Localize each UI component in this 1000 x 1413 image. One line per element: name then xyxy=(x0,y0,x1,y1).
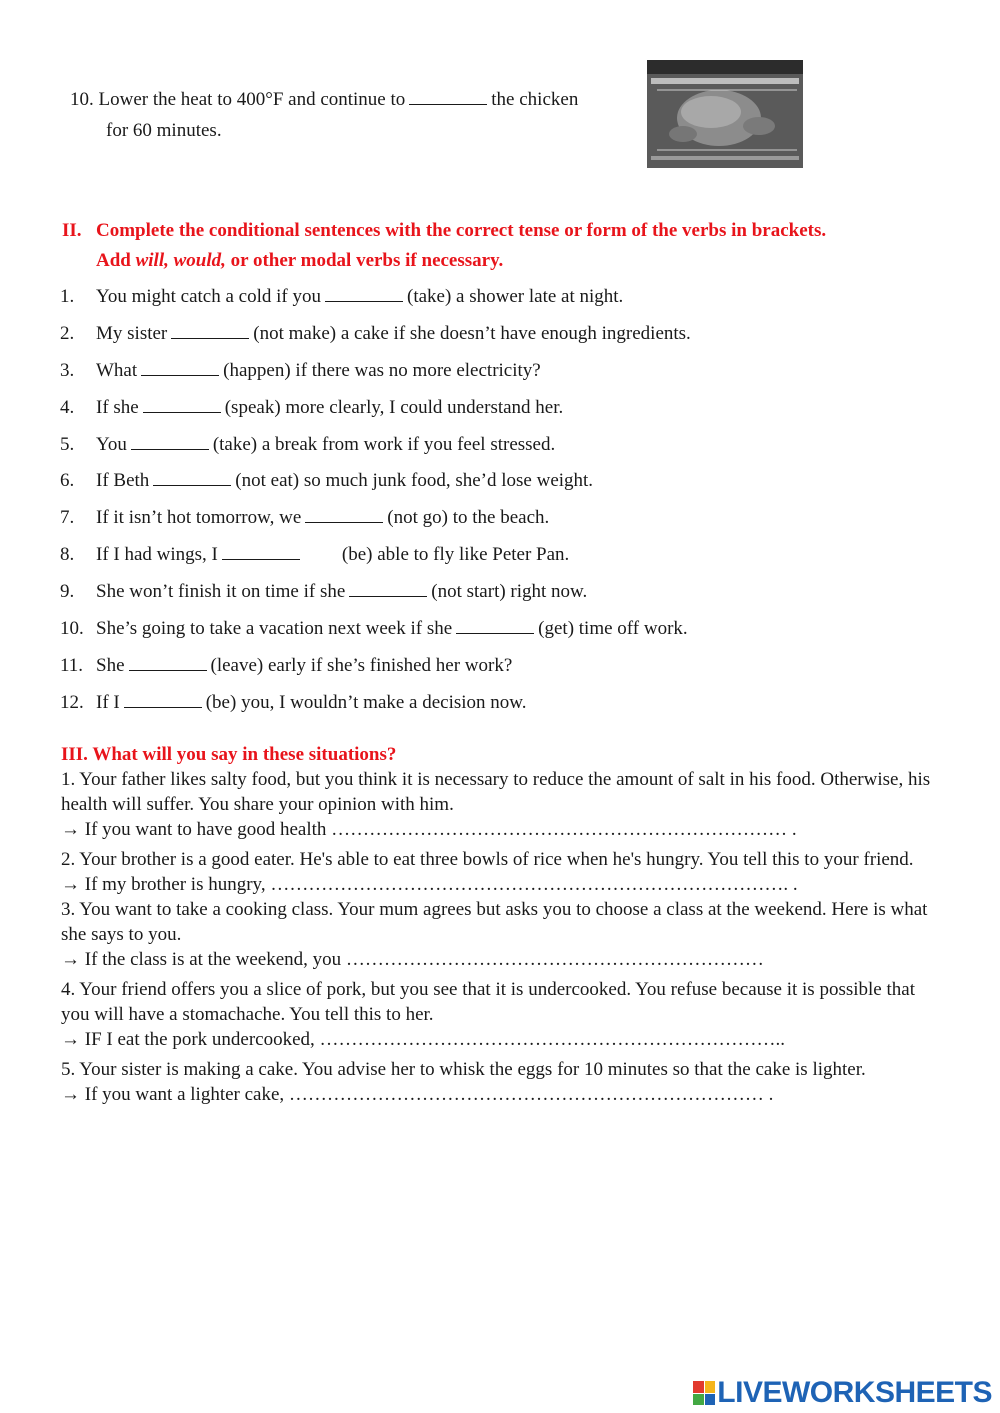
logo-mark-icon xyxy=(693,1381,715,1405)
item-number: 12. xyxy=(60,691,84,713)
top-item-text-after: the chicken xyxy=(491,89,579,110)
section2-numeral: II. xyxy=(62,220,82,241)
item-text-after: (not eat) so much junk food, she’d lose weight. xyxy=(235,470,594,492)
section2-title-modals: will, would, xyxy=(135,250,226,271)
item-text-before: She won’t finish it on time if she xyxy=(96,581,346,603)
answer-blank[interactable] xyxy=(222,543,300,560)
situation-item xyxy=(61,767,941,842)
section2-title-line1: Complete the conditional sentences with the correct tense or form of the verbs in brackets. xyxy=(96,220,827,241)
answer-line[interactable]: → IF I eat the pork undercooked, ……………………………………………………………….. xyxy=(61,1029,786,1050)
answer-blank[interactable] xyxy=(141,359,219,376)
list-item xyxy=(60,579,691,616)
answer-blank[interactable] xyxy=(131,433,209,450)
situation-text: 3. You want to take a cooking class. Your mum agrees but asks you to choose a class at the weekend. Here is what she says to you. xyxy=(61,899,928,945)
answer-blank[interactable] xyxy=(124,691,202,708)
list-item xyxy=(60,321,691,358)
answer-line[interactable]: → If my brother is hungry, ………………………………………………………………………. . xyxy=(61,874,798,895)
list-item xyxy=(60,653,691,690)
item-text-before: She xyxy=(96,654,125,676)
item-text-after: (speak) more clearly, I could understand her. xyxy=(224,396,564,418)
item-text-after: (not start) right now. xyxy=(431,581,588,603)
answer-blank[interactable] xyxy=(153,469,231,486)
situation-text: 2. Your brother is a good eater. He's able to eat three bowls of rice when he's hungry. You tell this to your friend. xyxy=(61,849,914,870)
answer-blank[interactable] xyxy=(349,580,427,597)
answer-line[interactable]: → If you want to have good health ……………………………………………………………… . xyxy=(61,819,797,840)
section2-list xyxy=(60,284,691,727)
answer-blank[interactable] xyxy=(143,396,221,413)
section3-list xyxy=(61,767,941,1107)
situation-item xyxy=(61,977,941,1052)
section2-heading xyxy=(62,218,826,244)
item-text-before: If it isn’t hot tomorrow, we xyxy=(96,507,302,529)
logo-square-red xyxy=(693,1381,704,1393)
answer-blank[interactable] xyxy=(171,322,249,339)
item-text-after: (happen) if there was no more electricity? xyxy=(223,359,541,381)
item-number: 6. xyxy=(60,470,75,492)
answer-line[interactable]: → If the class is at the weekend, you ………………………………………………………… xyxy=(61,949,764,970)
item-number: 8. xyxy=(60,544,75,566)
situation-item xyxy=(61,1057,941,1107)
list-item xyxy=(60,505,691,542)
item-number: 9. xyxy=(60,581,75,603)
section2-subheading xyxy=(96,248,503,274)
logo-square-blue xyxy=(705,1394,716,1406)
list-item xyxy=(60,468,691,505)
list-item xyxy=(60,358,691,395)
item-text-before: If I xyxy=(96,691,120,713)
answer-line[interactable]: → If you want a lighter cake, ………………………………………………………………… . xyxy=(61,1084,774,1105)
answer-blank[interactable] xyxy=(409,88,487,105)
item-text-after: (be) you, I wouldn’t make a decision now. xyxy=(205,691,527,713)
list-item xyxy=(60,284,691,321)
list-item xyxy=(60,432,691,469)
logo-square-green xyxy=(693,1394,704,1406)
item-number: 7. xyxy=(60,507,75,529)
section2-title-suffix: or other modal verbs if necessary. xyxy=(225,250,504,271)
item-text-before: You might catch a cold if you xyxy=(96,286,321,307)
list-item xyxy=(60,395,691,432)
item-number: 4. xyxy=(60,396,75,418)
item-text-before: She’s going to take a vacation next week if she xyxy=(96,618,453,640)
item-text-before: My sister xyxy=(96,322,168,344)
section2-title-prefix: Add xyxy=(96,250,136,271)
item-number: 5. xyxy=(60,433,75,455)
item-text-after: (not make) a cake if she doesn’t have enough ingredients. xyxy=(253,322,691,344)
top-item-number: 10. xyxy=(70,89,94,110)
list-item xyxy=(60,690,691,727)
item-number: 2. xyxy=(60,322,75,344)
answer-blank[interactable] xyxy=(456,617,534,634)
top-item-line1 xyxy=(70,87,578,113)
item-text-after: (leave) early if she’s finished her work? xyxy=(210,654,513,676)
item-text-after: (be) able to fly like Peter Pan. xyxy=(341,544,570,566)
roast-chicken-photo xyxy=(647,60,803,168)
top-item-line2: for 60 minutes. xyxy=(106,120,222,141)
situation-text: 1. Your father likes salty food, but you think it is necessary to reduce the amount of salt in his food. Otherwise, his health will suffer. You share your opinion with him. xyxy=(61,769,931,815)
situation-text: 5. Your sister is making a cake. You advise her to whisk the eggs for 10 minutes so that the cake is lighter. xyxy=(61,1059,866,1080)
situation-item xyxy=(61,897,941,972)
logo-square-yellow xyxy=(705,1381,716,1393)
item-number: 3. xyxy=(60,359,75,381)
item-number: 10. xyxy=(60,618,84,640)
situation-text: 4. Your friend offers you a slice of pork, but you see that it is undercooked. You refuse because it is possible that you will have a stomachache. You tell this to her. xyxy=(61,979,915,1025)
item-text-after: (get) time off work. xyxy=(538,618,688,640)
answer-blank[interactable] xyxy=(305,506,383,523)
logo-text: LIVEWORKSHEETS xyxy=(717,1376,992,1409)
item-text-before: What xyxy=(96,359,138,381)
item-number: 11. xyxy=(60,654,84,676)
list-item xyxy=(60,542,691,579)
item-number: 1. xyxy=(60,286,75,307)
answer-blank[interactable] xyxy=(129,654,207,671)
situation-item xyxy=(61,847,941,897)
item-text-after: (take) a break from work if you feel stressed. xyxy=(212,433,556,455)
top-item-text-before: Lower the heat to 400°F and continue to xyxy=(98,89,406,110)
liveworksheets-logo[interactable] xyxy=(693,1378,992,1408)
item-text-before: If she xyxy=(96,396,139,418)
answer-blank[interactable] xyxy=(325,285,403,302)
list-item xyxy=(60,616,691,653)
item-text-before: If I had wings, I xyxy=(96,544,218,566)
item-text-after: (not go) to the beach. xyxy=(387,507,550,529)
roast-chicken-image xyxy=(647,60,803,168)
item-text-before: If Beth xyxy=(96,470,150,492)
item-text-before: You xyxy=(96,433,127,455)
section3-heading: III. What will you say in these situations? xyxy=(61,744,397,765)
item-text-after: (take) a shower late at night. xyxy=(407,286,624,307)
